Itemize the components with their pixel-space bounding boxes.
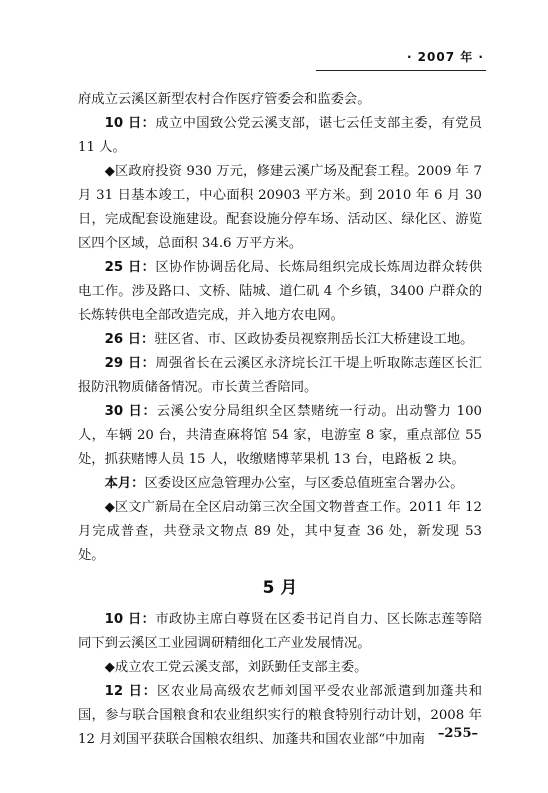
paragraph [78,608,482,656]
month-title: 5 月 [262,578,298,598]
entry-text: ◆成立农工党云溪支部，刘跃勤任支部主委。 [104,660,368,675]
paragraph [78,656,482,680]
page-number: –255– [437,726,478,741]
entry-date: 10 日： [104,116,156,131]
paragraph [78,160,482,256]
running-header-year: · 2007 年 · [406,50,484,64]
entry-date: 25 日： [104,260,156,275]
paragraph [78,88,482,112]
paragraph [78,328,482,352]
page-body [78,88,482,752]
entry-date: 30 日： [104,404,157,419]
paragraphs-bottom [78,608,482,752]
entry-date: 本月： [104,476,145,491]
paragraph [78,496,482,568]
entry-text: 区农业局高级农艺师刘国平受农业部派遣到加蓬共和国，参与联合国粮食和农业组织实行的粮食特别行动计划，2008 年 12 月刘国平获联合国粮农组织、加蓬共和国农业部“中加南 [78,684,483,747]
entry-date: 10 日： [104,612,156,627]
entry-text: 成立中国致公党云溪支部，谌七云任支部主委，有党员 11 人。 [78,116,482,155]
entry-date: 29 日： [104,356,156,371]
entry-text: 驻区省、市、区政协委员视察荆岳长江大桥建设工地。 [154,332,474,347]
entry-text: 周强省长在云溪区永济垸长江干堤上听取陈志莲区长汇报防汛物质储备情况。市长黄兰香陪同。 [78,356,482,395]
entry-text: ◆区政府投资 930 万元，修建云溪广场及配套工程。2009 年 7 月 31 日基本竣工，中心面积 20903 平方米。到 2010 年 6 月 30 日，完成配套设施建设。配套设施分停车场、活动区、绿化区、游览区四个区域，总面积 34.6 万平方米。 [78,164,482,251]
entry-text: 区委设区应急管理办公室，与区委总值班室合署办公。 [144,476,464,491]
paragraph [78,680,482,752]
entry-text: 市政协主席白尊贤在区委书记肖自力、区长陈志莲等陪同下到云溪区工业园调研精细化工产业发展情况。 [78,612,482,651]
entry-date: 12 日： [104,684,157,699]
entry-text: 区协作协调岳化局、长炼局组织完成长炼周边群众转供电工作。涉及路口、文桥、陆城、道仁矶 4 个乡镇，3400 户群众的长炼转供电全部改造完成，并入地方农电网。 [78,260,482,323]
entry-text: ◆区文广新局在全区启动第三次全国文物普查工作。2011 年 12 月完成普查，共登录文物点 89 处，其中复查 36 处，新发现 53 处。 [78,500,482,563]
entry-text: 府成立云溪区新型农村合作医疗管委会和监委会。 [78,92,371,107]
paragraph [78,400,482,472]
paragraphs-top [78,88,482,568]
paragraph [78,352,482,400]
header-rule [316,70,486,71]
entry-date: 26 日： [104,332,155,347]
paragraph [78,112,482,160]
entry-text: 云溪公安分局组织全区禁赌统一行动。出动警力 100 人，车辆 20 台，共清查麻将馆 54 家，电游室 8 家，重点部位 55 处，抓获赌博人员 15 人，收缴赌博苹果机 13 台，电路板 2 块。 [78,404,483,467]
paragraph [78,256,482,328]
paragraph [78,472,482,496]
